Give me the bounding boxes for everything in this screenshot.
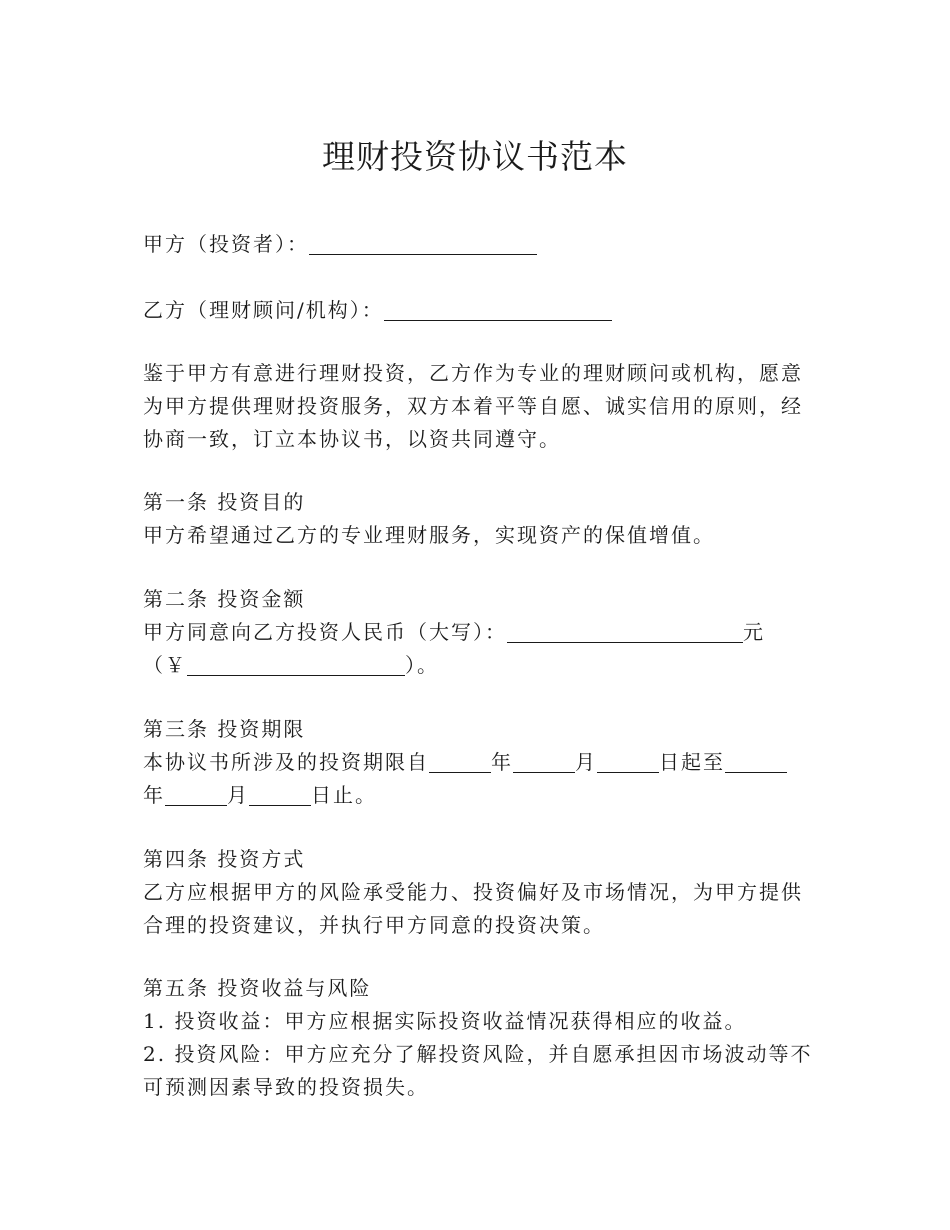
article2-figure-line <box>143 649 813 681</box>
article2-text: 甲方同意向乙方投资人民币（大写）： <box>143 620 507 644</box>
end-month-label: 月 <box>227 783 249 807</box>
article3-end-line <box>143 779 813 811</box>
preamble-line-3: 协商一致，订立本协议书，以资共同遵守。 <box>143 427 561 451</box>
party-a-blank[interactable] <box>309 232 537 255</box>
start-month-blank[interactable] <box>513 750 575 773</box>
article1-heading: 第一条 投资目的 <box>143 490 306 514</box>
article2-unit: 元 <box>743 620 765 644</box>
preamble-line-2: 为甲方提供理财投资服务，双方本着平等自愿、诚实信用的原则，经 <box>143 394 803 418</box>
article4-line-2: 合理的投资建议，并执行甲方同意的投资决策。 <box>143 913 605 937</box>
article5-line-1: 1. 投资收益：甲方应根据实际投资收益情况获得相应的收益。 <box>143 1009 747 1033</box>
month-label: 月 <box>575 750 597 774</box>
party-b-blank[interactable] <box>384 298 612 321</box>
start-day-blank[interactable] <box>597 750 659 773</box>
party-b-label: 乙方（理财顾问/机构）： <box>143 298 384 322</box>
article3-heading: 第三条 投资期限 <box>143 717 306 741</box>
article3-text: 本协议书所涉及的投资期限自 <box>143 750 429 774</box>
end-year-blank-part[interactable] <box>725 750 787 773</box>
day-end-label: 日止。 <box>311 783 377 807</box>
article5-line-3: 可预测因素导致的投资损失。 <box>143 1075 429 1099</box>
document-title: 理财投资协议书范本 <box>322 137 628 176</box>
article5-line-2: 2. 投资风险：甲方应充分了解投资风险，并自愿承担因市场波动等不 <box>143 1042 813 1066</box>
article4-line-1: 乙方应根据甲方的风险承受能力、投资偏好及市场情况，为甲方提供 <box>143 880 803 904</box>
amount-figure-blank[interactable] <box>187 653 405 676</box>
year-label: 年 <box>491 750 513 774</box>
end-day-blank[interactable] <box>249 783 311 806</box>
article5-heading: 第五条 投资收益与风险 <box>143 976 372 1000</box>
party-a-line <box>143 228 813 260</box>
article4-heading: 第四条 投资方式 <box>143 847 306 871</box>
end-year-label: 年 <box>143 783 165 807</box>
article2-paren-close: ）。 <box>405 653 439 677</box>
start-year-blank[interactable] <box>429 750 491 773</box>
end-month-blank[interactable] <box>165 783 227 806</box>
party-b-line <box>143 294 813 326</box>
article2-heading: 第二条 投资金额 <box>143 587 306 611</box>
article1-text: 甲方希望通过乙方的专业理财服务，实现资产的保值增值。 <box>143 523 715 547</box>
preamble-line-1: 鉴于甲方有意进行理财投资，乙方作为专业的理财顾问或机构，愿意 <box>143 361 803 385</box>
amount-words-blank[interactable] <box>507 620 743 643</box>
article2-paren-open: （￥ <box>143 653 187 677</box>
day-from-label: 日起至 <box>659 750 725 774</box>
article3-period-line <box>143 746 813 778</box>
article2-amount-line <box>143 616 813 648</box>
party-a-label: 甲方（投资者）： <box>143 232 309 256</box>
